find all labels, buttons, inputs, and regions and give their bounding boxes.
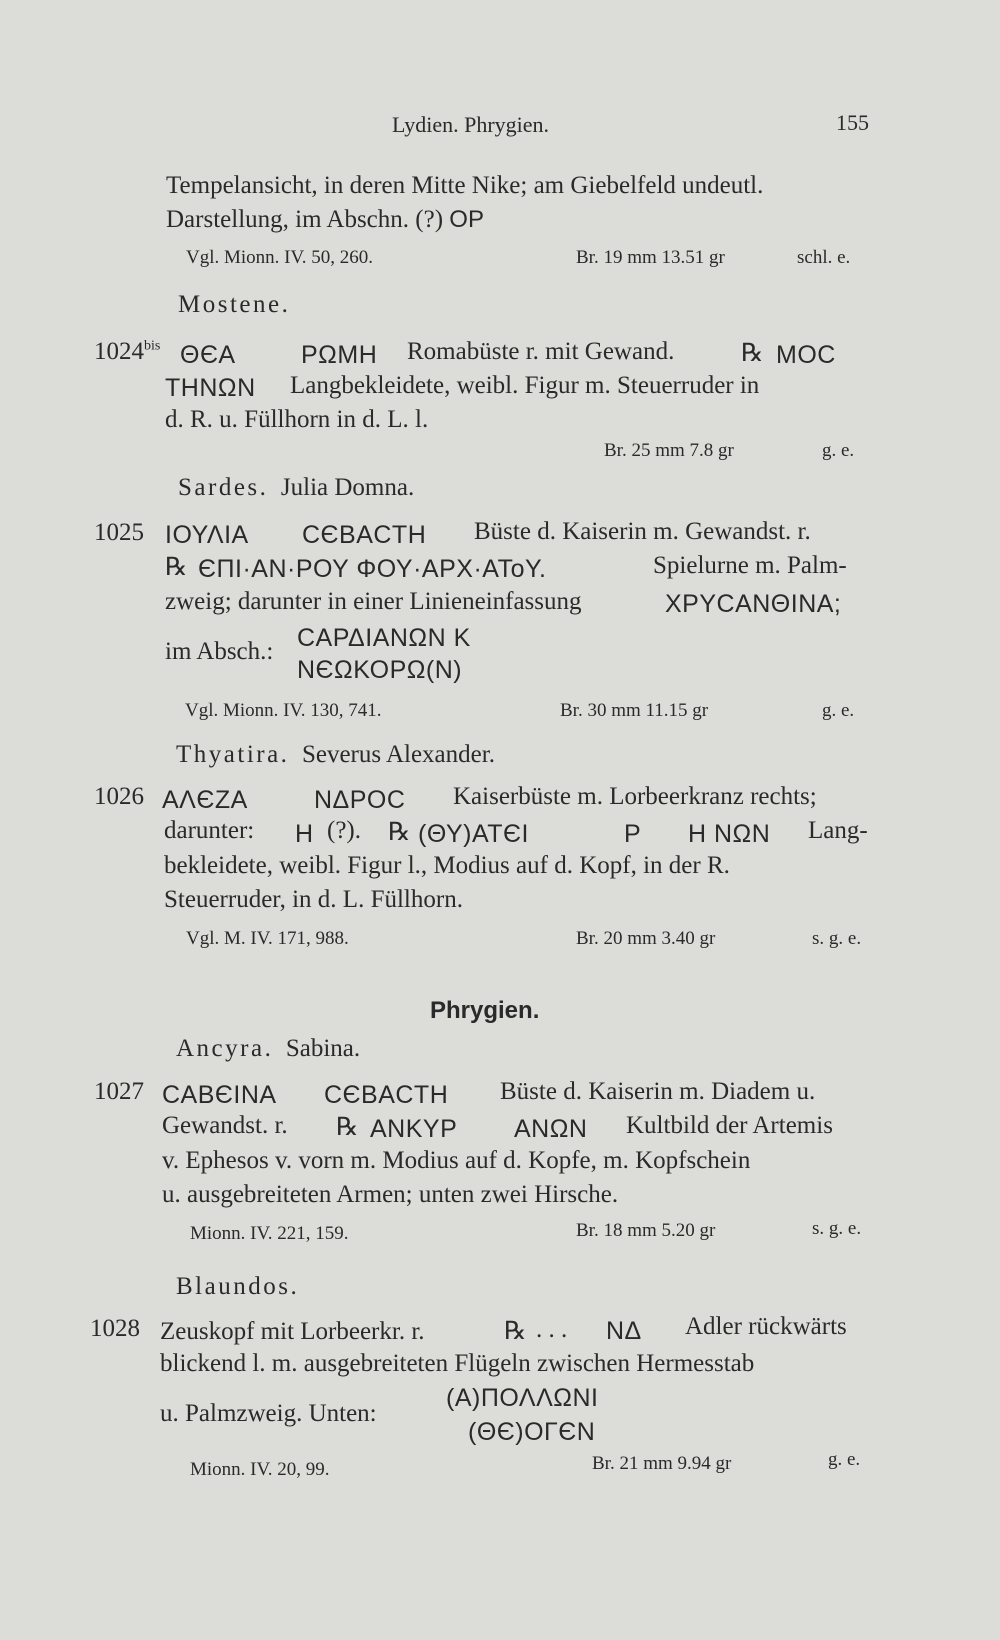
greek-inscription: ΑΝΚΥΡ <box>370 1115 458 1143</box>
entry-text-line: u. ausgebreiteten Armen; unten zwei Hirsche. <box>162 1181 619 1208</box>
entry-text: Büste d. Kaiserin m. Gewandst. r. <box>474 518 811 545</box>
page-number: 155 <box>836 110 869 135</box>
running-title: Lydien. Phrygien. <box>392 112 550 137</box>
greek-inscription: ΤΗΝΩΝ <box>165 374 256 402</box>
ruler-name: Sabina. <box>285 1035 361 1062</box>
reverse-symbol: ℞ <box>504 1316 527 1345</box>
greek-inscription: ΝЄΩΚΟΡΩ(Ν) <box>297 656 463 684</box>
entry-text-line: bekleidete, weibl. Figur l., Modius auf d. Kopf, in der R. <box>164 852 730 879</box>
entry-text: Kultbild der Artemis <box>626 1112 833 1139</box>
place-heading <box>176 741 495 769</box>
place-heading <box>178 474 414 502</box>
entry-text-line: Steuerruder, in d. L. Füllhorn. <box>164 886 463 913</box>
condition: g. e. <box>822 700 855 721</box>
entry-text: (?). <box>327 817 361 844</box>
reverse-symbol: ℞ <box>741 338 764 367</box>
greek-inscription: ϹΑΒЄΙΝΑ <box>162 1081 277 1109</box>
place-name: Thyatira. <box>176 741 290 768</box>
lacuna-dots: . . . <box>536 1316 568 1343</box>
ruler-name: Severus Alexander. <box>301 741 495 768</box>
greek-inscription: ΝΔΡΟϹ <box>314 786 406 814</box>
reference: Vgl. Mionn. IV. 130, 741. <box>185 700 382 721</box>
entry-text: u. Palmzweig. Unten: <box>160 1400 377 1427</box>
greek-inscription: (ΘЄ)ΟΓЄΝ <box>468 1418 596 1446</box>
reference: Vgl. Mionn. IV. 50, 260. <box>186 247 374 268</box>
condition: g. e. <box>822 440 855 461</box>
coin-size-weight: Br. 20 mm 3.40 gr <box>576 928 716 949</box>
entry-text: im Absch.: <box>165 638 274 665</box>
entry-text-line: v. Ephesos v. vorn m. Modius auf d. Kopfe, m. Kopfschein <box>162 1147 751 1174</box>
reverse-symbol: ℞ <box>165 552 188 581</box>
condition: s. g. e. <box>812 928 862 949</box>
greek-inscription: ΝΔ <box>606 1317 642 1345</box>
entry-text-line: d. R. u. Füllhorn in d. L. l. <box>165 406 429 433</box>
greek-inscription: ΑΛЄΖΑ <box>162 786 248 814</box>
entry-text: Adler rückwärts <box>685 1313 847 1340</box>
entry-number-suffix: bis <box>144 338 161 354</box>
greek-inscription: ϹЄΒΑϹΤΗ <box>324 1081 449 1109</box>
entry-text: Lang- <box>808 817 868 844</box>
entry-number: 1026 <box>94 783 144 810</box>
entry-text: Büste d. Kaiserin m. Diadem u. <box>500 1078 816 1105</box>
coin-size-weight: Br. 30 mm 11.15 gr <box>560 700 709 721</box>
place-name: Ancyra. <box>176 1035 274 1062</box>
coin-size-weight: Br. 21 mm 9.94 gr <box>592 1453 732 1474</box>
ruler-name: Julia Domna. <box>280 474 415 501</box>
place-heading: Mostene. <box>178 291 291 318</box>
greek-inscription: ЄΠΙ·ΑΝ·ΡΟΥ ΦΟΥ·ΑΡΧ·ΑΤοΥ. <box>198 555 547 583</box>
reference: Mionn. IV. 20, 99. <box>190 1459 330 1480</box>
condition: g. e. <box>828 1449 861 1470</box>
entry-text: Langbekleidete, weibl. Figur m. Steuerruder in <box>290 372 760 399</box>
place-heading: Blaundos. <box>176 1273 300 1300</box>
condition: s. g. e. <box>812 1218 862 1239</box>
greek-inscription: (ΘΥ)ΑΤЄΙ <box>418 820 529 848</box>
entry-number: 1028 <box>90 1315 140 1342</box>
greek-inscription: Η ΝΩΝ <box>688 820 771 848</box>
greek-inscription: ϹΑΡΔΙΑΝΩΝ Κ <box>297 624 471 652</box>
greek-inscription: OP <box>449 206 484 233</box>
coin-size-weight: Br. 19 mm 13.51 gr <box>576 247 725 268</box>
reverse-symbol: ℞ <box>336 1112 359 1141</box>
greek-inscription: ΙΟΥΛΙΑ <box>165 521 249 549</box>
entry-text-line: blickend l. m. ausgebreiteten Flügeln zwischen Hermesstab <box>160 1350 755 1377</box>
condition: schl. e. <box>797 247 851 268</box>
entry-number-text: 1024 <box>94 338 144 365</box>
reference: Vgl. M. IV. 171, 988. <box>186 928 349 949</box>
section-title: Phrygien. <box>430 997 540 1024</box>
greek-inscription: ΑΝΩΝ <box>514 1115 588 1143</box>
entry-text: Romabüste r. mit Gewand. <box>407 338 675 365</box>
reference: Mionn. IV. 221, 159. <box>190 1223 349 1244</box>
entry-text: Zeuskopf mit Lorbeerkr. r. <box>160 1318 425 1345</box>
entry-text: zweig; darunter in einer Linieneinfassung <box>165 588 582 615</box>
greek-inscription: Η <box>295 820 314 848</box>
greek-inscription: (Α)ΠΟΛΛΩΝΙ <box>446 1384 599 1412</box>
greek-inscription: ϹЄΒΑϹΤΗ <box>302 521 427 549</box>
entry-number: 1027 <box>94 1078 144 1105</box>
place-name: Sardes. <box>178 474 269 501</box>
greek-inscription: Ρ <box>624 820 642 848</box>
coin-size-weight: Br. 25 mm 7.8 gr <box>604 440 734 461</box>
entry-text: Spielurne m. Palm- <box>653 552 847 579</box>
entry-text-line <box>166 206 484 234</box>
place-heading <box>176 1035 360 1063</box>
entry-text: Kaiserbüste m. Lorbeerkranz rechts; <box>453 783 817 810</box>
entry-text: Darstellung, im Abschn. (?) <box>166 206 444 233</box>
greek-inscription: ΡΩΜΗ <box>301 341 378 369</box>
entry-text: darunter: <box>164 817 255 844</box>
entry-number: 1025 <box>94 519 144 546</box>
entry-text: Gewandst. r. <box>162 1112 288 1139</box>
greek-inscription: ΧΡΥϹΑΝΘΙΝΑ; <box>665 590 842 618</box>
greek-inscription: ΘЄΑ <box>180 341 236 369</box>
entry-text-line: Tempelansicht, in deren Mitte Nike; am Giebelfeld undeutl. <box>166 172 764 199</box>
reverse-symbol: ℞ <box>388 817 411 846</box>
greek-inscription: ΜΟϹ <box>776 341 836 369</box>
coin-size-weight: Br. 18 mm 5.20 gr <box>576 1220 716 1241</box>
entry-number <box>94 338 160 366</box>
